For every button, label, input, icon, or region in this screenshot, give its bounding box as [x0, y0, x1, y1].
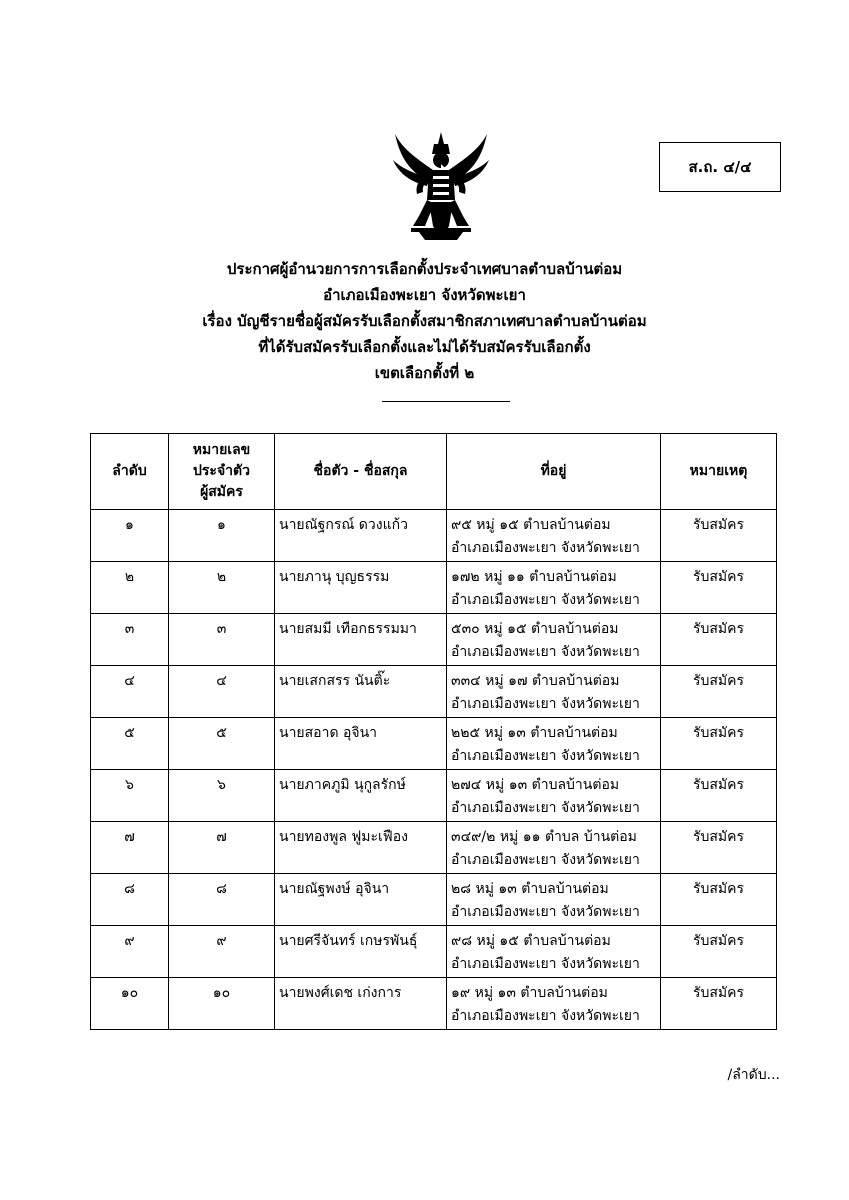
cell-remark: รับสมัคร	[661, 718, 777, 770]
cell-name: นายภานุ บุญธรรม	[275, 562, 447, 614]
address-line-1: ๒๒๕ หมู่ ๑๓ ตำบลบ้านต่อม	[451, 725, 618, 741]
cell-name: นายพงศ์เดช เก่งการ	[275, 978, 447, 1030]
cell-number: ๓	[169, 614, 275, 666]
address-line-1: ๕๓๐ หมู่ ๑๕ ตำบลบ้านต่อม	[451, 621, 619, 637]
cell-name: นายศรีจันทร์ เกษรพันธุ์	[275, 926, 447, 978]
cell-number: ๕	[169, 718, 275, 770]
cell-address	[447, 614, 661, 666]
header-number-line-2: ประจำตัว	[193, 463, 250, 479]
cell-remark: รับสมัคร	[661, 770, 777, 822]
table-row	[91, 822, 777, 874]
address-line-2: อำเภอเมืองพะเยา จังหวัดพะเยา	[451, 800, 640, 816]
header-remark: หมายเหตุ	[661, 434, 777, 510]
cell-address	[447, 874, 661, 926]
cell-number: ๗	[169, 822, 275, 874]
cell-remark: รับสมัคร	[661, 510, 777, 562]
cell-number: ๙	[169, 926, 275, 978]
cell-order: ๙	[91, 926, 169, 978]
cell-address	[447, 978, 661, 1030]
address-line-2: อำเภอเมืองพะเยา จังหวัดพะเยา	[451, 1008, 640, 1024]
heading-line-3: เรื่อง บัญชีรายชื่อผู้สมัครรับเลือกตั้งสมาชิกสภาเทศบาลตำบลบ้านต่อม	[202, 312, 647, 330]
cell-number: ๘	[169, 874, 275, 926]
cell-address	[447, 770, 661, 822]
candidate-table	[90, 433, 777, 1030]
cell-address	[447, 666, 661, 718]
cell-remark: รับสมัคร	[661, 926, 777, 978]
cell-name: นายณัฐกรณ์ ดวงแก้ว	[275, 510, 447, 562]
cell-number: ๔	[169, 666, 275, 718]
cell-order: ๔	[91, 666, 169, 718]
table-header-row	[91, 434, 777, 510]
table-row	[91, 510, 777, 562]
table-row	[91, 978, 777, 1030]
header-number-line-3: ผู้สมัคร	[200, 484, 243, 500]
cell-remark: รับสมัคร	[661, 562, 777, 614]
address-line-2: อำเภอเมืองพะเยา จังหวัดพะเยา	[451, 644, 640, 660]
cell-remark: รับสมัคร	[661, 874, 777, 926]
table-row	[91, 666, 777, 718]
header-address: ที่อยู่	[447, 434, 661, 510]
address-line-1: ๒๘ หมู่ ๑๓ ตำบลบ้านต่อม	[451, 881, 609, 897]
cell-remark: รับสมัคร	[661, 822, 777, 874]
cell-order: ๒	[91, 562, 169, 614]
address-line-2: อำเภอเมืองพะเยา จังหวัดพะเยา	[451, 592, 640, 608]
address-line-2: อำเภอเมืองพะเยา จังหวัดพะเยา	[451, 904, 640, 920]
address-line-2: อำเภอเมืองพะเยา จังหวัดพะเยา	[451, 540, 640, 556]
cell-name: นายสอาด อุจินา	[275, 718, 447, 770]
cell-number: ๖	[169, 770, 275, 822]
heading-line-4: ที่ได้รับสมัครรับเลือกตั้งและไม่ได้รับสมัครรับเลือกตั้ง	[258, 338, 591, 356]
cell-number: ๒	[169, 562, 275, 614]
heading-underline	[382, 401, 510, 402]
address-line-2: อำเภอเมืองพะเยา จังหวัดพะเยา	[451, 956, 640, 972]
table-row	[91, 770, 777, 822]
address-line-2: อำเภอเมืองพะเยา จังหวัดพะเยา	[451, 696, 640, 712]
address-line-1: ๒๗๔ หมู่ ๑๓ ตำบลบ้านต่อม	[451, 777, 620, 793]
garuda-emblem-icon	[389, 130, 493, 242]
cell-address	[447, 562, 661, 614]
header-order: ลำดับ	[91, 434, 169, 510]
address-line-2: อำเภอเมืองพะเยา จังหวัดพะเยา	[451, 852, 640, 868]
cell-order: ๓	[91, 614, 169, 666]
header-number	[169, 434, 275, 510]
cell-address	[447, 926, 661, 978]
cell-number: ๑๐	[169, 978, 275, 1030]
address-line-2: อำเภอเมืองพะเยา จังหวัดพะเยา	[451, 748, 640, 764]
cell-order: ๖	[91, 770, 169, 822]
cell-remark: รับสมัคร	[661, 666, 777, 718]
cell-name: นายเสกสรร นันติ๊ะ	[275, 666, 447, 718]
cell-name: นายสมมี เทือกธรรมมา	[275, 614, 447, 666]
table-row	[91, 614, 777, 666]
cell-order: ๑๐	[91, 978, 169, 1030]
cell-name: นายภาคภูมิ นุกูลรักษ์	[275, 770, 447, 822]
cell-address	[447, 822, 661, 874]
cell-remark: รับสมัคร	[661, 978, 777, 1030]
table-row	[91, 926, 777, 978]
table-row	[91, 562, 777, 614]
cell-order: ๗	[91, 822, 169, 874]
address-line-1: ๑๙ หมู่ ๑๓ ตำบลบ้านต่อม	[451, 985, 608, 1001]
cell-name: นายณัฐพงษ์ อุจินา	[275, 874, 447, 926]
address-line-1: ๓๔๙/๒ หมู่ ๑๑ ตำบล บ้านต่อม	[451, 829, 637, 845]
continuation-marker: /ลำดับ...	[727, 1067, 780, 1083]
announcement-heading	[0, 256, 849, 386]
address-line-1: ๓๓๔ หมู่ ๑๗ ตำบลบ้านต่อม	[451, 673, 620, 689]
heading-line-2: อำเภอเมืองพะเยา จังหวัดพะเยา	[323, 286, 526, 304]
address-line-1: ๙๕ หมู่ ๑๕ ตำบลบ้านต่อม	[451, 517, 611, 533]
header-name: ชื่อตัว - ชื่อสกุล	[275, 434, 447, 510]
cell-address	[447, 510, 661, 562]
heading-line-1: ประกาศผู้อำนวยการการเลือกตั้งประจำเทศบาลตำบลบ้านต่อม	[226, 260, 623, 278]
table-row	[91, 874, 777, 926]
cell-order: ๑	[91, 510, 169, 562]
cell-number: ๑	[169, 510, 275, 562]
cell-remark: รับสมัคร	[661, 614, 777, 666]
heading-line-5: เขตเลือกตั้งที่ ๒	[374, 364, 475, 382]
cell-name: นายทองพูล ฟูมะเฟือง	[275, 822, 447, 874]
cell-order: ๘	[91, 874, 169, 926]
cell-address	[447, 718, 661, 770]
form-code-box: ส.ถ. ๔/๔	[659, 142, 781, 192]
header-number-line-1: หมายเลข	[192, 442, 251, 458]
table-row	[91, 718, 777, 770]
address-line-1: ๙๘ หมู่ ๑๕ ตำบลบ้านต่อม	[451, 933, 611, 949]
cell-order: ๕	[91, 718, 169, 770]
address-line-1: ๑๗๒ หมู่ ๑๑ ตำบลบ้านต่อม	[451, 569, 617, 585]
